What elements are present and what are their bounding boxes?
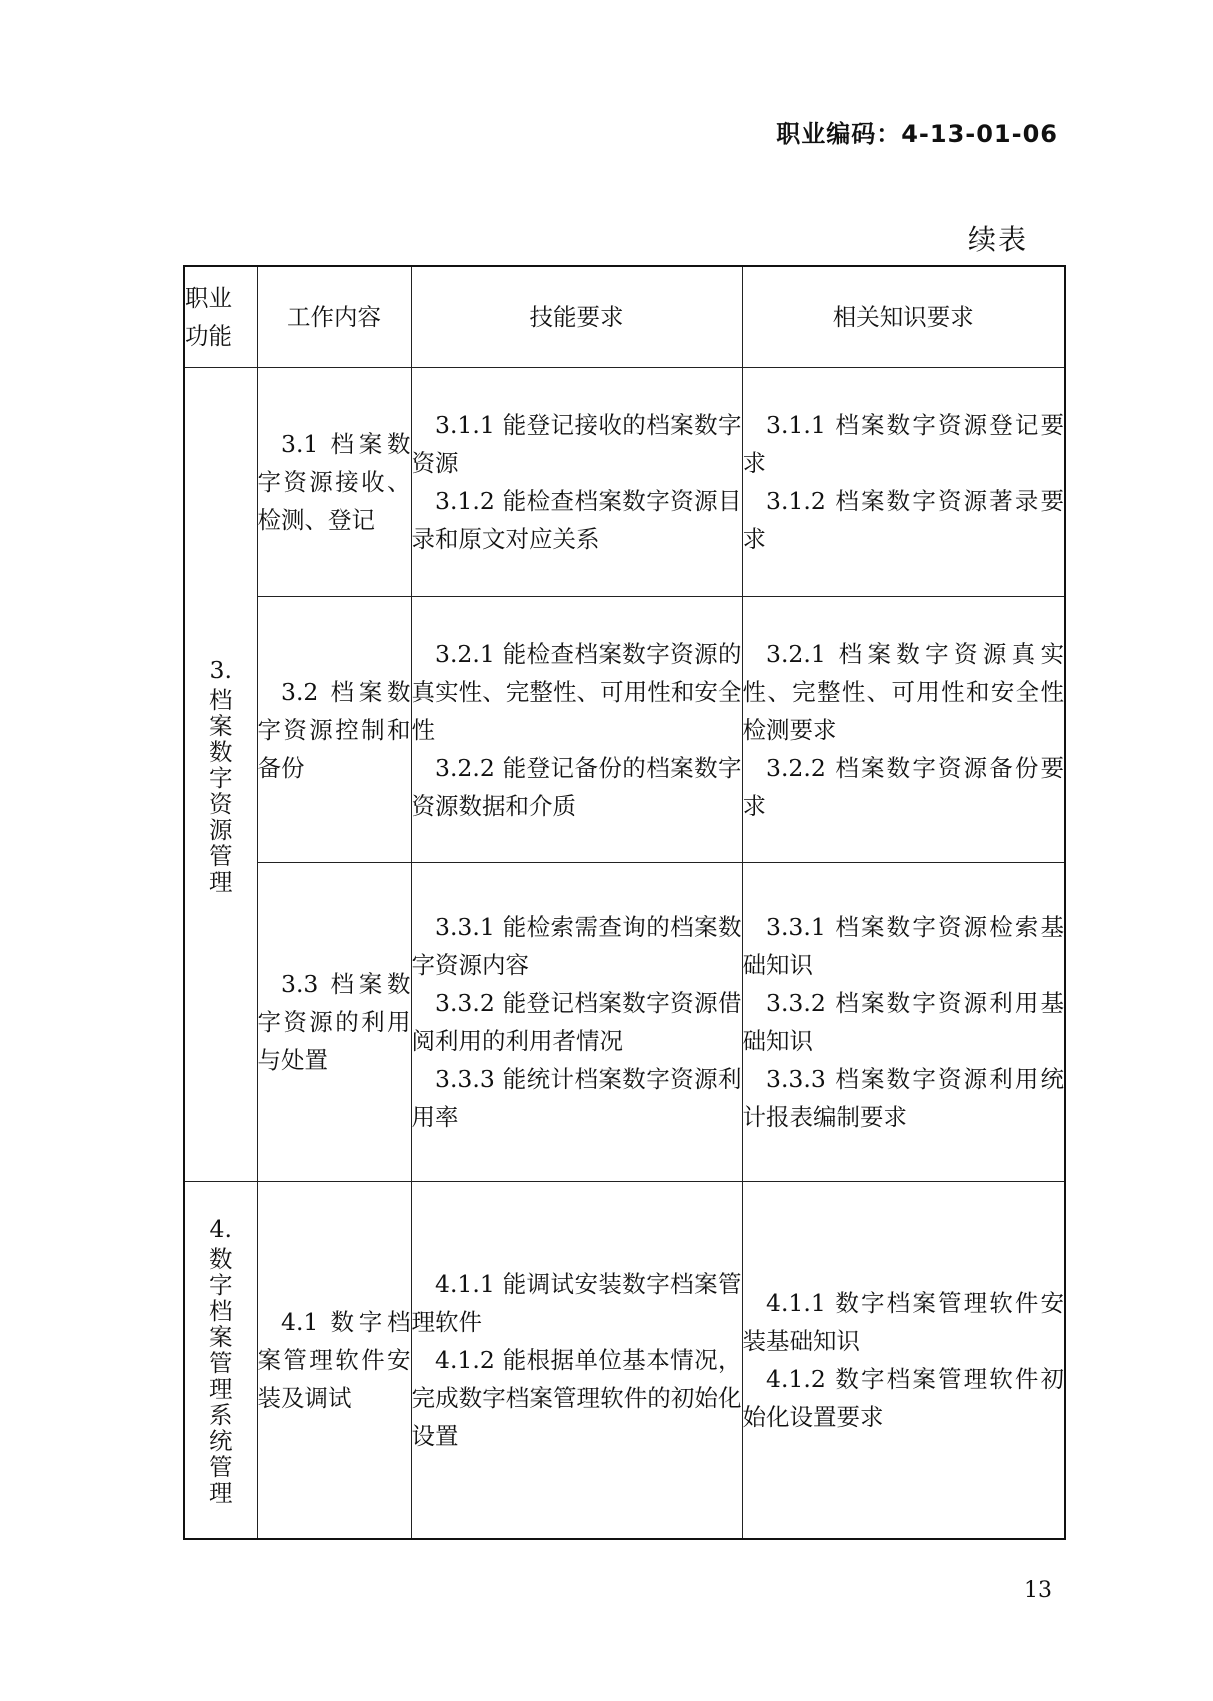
standards-table (183, 265, 1066, 1540)
header-knowledge-requirements: 相关知识要求 (742, 266, 1065, 368)
knowledge-cell (742, 1182, 1065, 1539)
knowledge-item: 3.3.1 档案数字资源检索基础知识 (742, 913, 1064, 979)
knowledge-item: 3.3.2 档案数字资源利用基础知识 (742, 989, 1064, 1055)
table-row (184, 368, 1065, 597)
table-header-row (184, 266, 1065, 368)
continued-label: 续表 (968, 223, 1029, 256)
knowledge-item: 3.2.1 档案数字资源真实性、完整性、可用性和安全性检测要求 (742, 639, 1064, 744)
knowledge-cell (742, 863, 1065, 1182)
skill-cell (411, 368, 742, 597)
skill-item: 3.3.2 能登记档案数字资源借阅利用的利用者情况 (411, 989, 742, 1055)
header-function-line2: 功能 (185, 322, 232, 350)
knowledge-item: 3.1.2 档案数字资源著录要求 (742, 487, 1064, 553)
work-content-cell (257, 1182, 411, 1539)
work-content-cell (257, 368, 411, 597)
function-name: 数字档案管理系统管理 (209, 1244, 233, 1507)
skill-cell (411, 597, 742, 863)
skill-cell (411, 863, 742, 1182)
function-name: 档案数字资源管理 (209, 685, 233, 896)
skill-item: 3.1.1 能登记接收的档案数字资源 (411, 411, 742, 477)
skill-item: 4.1.1 能调试安装数字档案管理软件 (411, 1269, 742, 1336)
skill-item: 3.1.2 能检查档案数字资源目录和原文对应关系 (411, 487, 742, 553)
work-content-text: 3.3 档案数字资源的利用与处置 (257, 970, 411, 1074)
skill-cell (411, 1182, 742, 1539)
work-content-text: 3.1 档案数字资源接收、检测、登记 (257, 430, 411, 534)
skill-item: 3.3.1 能检索需查询的档案数字资源内容 (411, 913, 742, 979)
table-row (184, 1182, 1065, 1539)
work-content-text: 3.2 档案数字资源控制和备份 (257, 677, 411, 782)
function-number: 4. (209, 1214, 232, 1243)
skill-item: 4.1.2 能根据单位基本情况，完成数字档案管理软件的初始化设置 (411, 1345, 742, 1450)
header-work-content: 工作内容 (257, 266, 411, 368)
knowledge-item: 3.3.3 档案数字资源利用统计报表编制要求 (742, 1065, 1064, 1131)
table-row (184, 597, 1065, 863)
header-skill-requirements: 技能要求 (411, 266, 742, 368)
knowledge-cell (742, 597, 1065, 863)
occupation-code: 职业编码：4-13-01-06 (776, 120, 1058, 148)
work-content-cell (257, 597, 411, 863)
header-function (184, 266, 257, 368)
function-cell (184, 1182, 257, 1539)
skill-item: 3.2.2 能登记备份的档案数字资源数据和介质 (411, 753, 742, 820)
knowledge-item: 3.1.1 档案数字资源登记要求 (742, 411, 1064, 477)
work-content-text: 4.1 数字档案管理软件安装及调试 (257, 1307, 411, 1412)
header-function-line1: 职业 (185, 284, 232, 312)
knowledge-item: 3.2.2 档案数字资源备份要求 (742, 753, 1064, 820)
skill-item: 3.2.1 能检查档案数字资源的真实性、完整性、可用性和安全性 (411, 639, 742, 744)
page-number: 13 (1024, 1578, 1052, 1603)
knowledge-item: 4.1.2 数字档案管理软件初始化设置要求 (742, 1364, 1064, 1431)
work-content-cell (257, 863, 411, 1182)
table-row (184, 863, 1065, 1182)
function-cell (184, 368, 257, 1182)
skill-item: 3.3.3 能统计档案数字资源利用率 (411, 1065, 742, 1131)
knowledge-item: 4.1.1 数字档案管理软件安装基础知识 (742, 1288, 1064, 1355)
knowledge-cell (742, 368, 1065, 597)
function-number: 3. (209, 655, 232, 684)
